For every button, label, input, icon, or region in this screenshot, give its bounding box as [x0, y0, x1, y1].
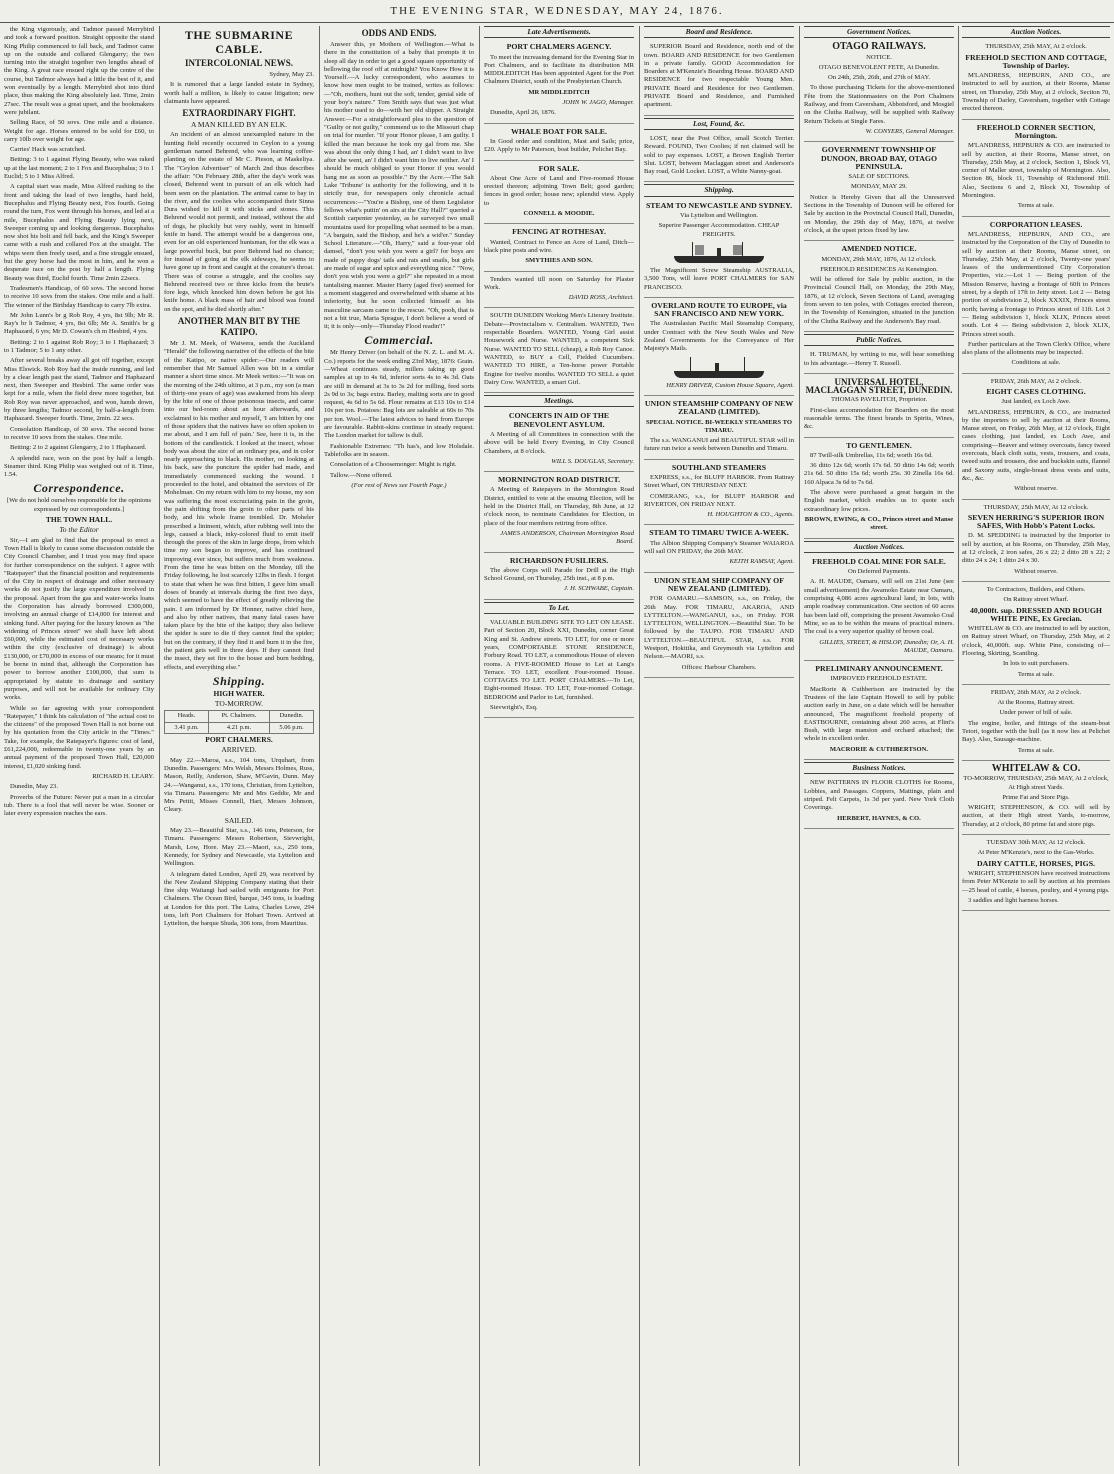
- schwabe-signature: J. H. SCHWABE, Captain.: [563, 585, 634, 593]
- dating-note: Consolation of a Choosemonger: Might is right.: [330, 461, 457, 469]
- dairy-ad: [962, 837, 1110, 911]
- steamboat-ad: [962, 687, 1110, 761]
- tenders-text: Tenders wanted till noon on Saturday for Plaster Work.: [484, 275, 634, 291]
- betting: Betting: 3 to 1 against Flying Beauty, who was raked up at the last moment; 2 to 1 Fox and Bucephalus; 3 to 1 Euclid; 5 to 1 Miss Alfred.: [4, 156, 154, 181]
- truman-text: H. TRUMAN, by writing to me, will hear something to his advantage.—Henry T. Russell.: [804, 351, 954, 367]
- concerts-ad: [484, 410, 634, 472]
- tallow-note: Tallow.—None offered.: [330, 471, 393, 479]
- column-rule-1: [159, 26, 160, 1466]
- shipping-ads-heading: Shipping.: [644, 184, 794, 196]
- to-let-footer: Sievwright's, Esq.: [490, 704, 538, 711]
- tide-time-heads: 3.41 p.m.: [165, 722, 209, 733]
- betting-2: Betting: 2 to 1 against Rob Roy; 3 to 1 Haphazard; 3 to 1 Tadmor; 5 to 1 any other.: [4, 338, 154, 354]
- meetings-heading: Meetings.: [484, 395, 634, 407]
- ship-sail-2: [733, 245, 742, 255]
- port-agency-title: PORT CHALMERS AGENCY.: [506, 42, 612, 52]
- terms-2: Terms at sale.: [1017, 670, 1055, 678]
- overland-title: OVERLAND ROUTE TO EUROPE, via SAN FRANCISCO AND NEW YORK.: [651, 300, 787, 319]
- odds-ends-text: Answer this, ye Mothers of Wellington.—What is there in the constitution of a baby that prompts it to sleep all day in order to get a good square opportunity of bellowing the roof off at midnight? You Know How it is Yourself.—A lucky correspondent, who assumes to know how men ought to be trained, writes as follows:—"Oh, mothers, hunt out the soft, tender, genial side of your boy's nature." Tom Smith says that was just what his mother used to do—with her old slipper. A Straight Answer.—For a straightforward plea to the question of "Guilty or not guilty," commend us to the Missouri chap on trial for murder. "If your Honor please, I am guilty. I killed the man because he took my gal from me. She was about the only thing I had, an' I didn't want to live after she went, an' I didn't want him to live neither. An' I should be much obliged to your Honor if you would hang me as soon as possible." By the Acre.—The Salt Lake 'Tribune' is authority for the following, and it is strictly true, for newspapers only chronicle actual occurrences:—"You're a Bishop, one of them Legislator fellows what's puttin' on airs at the City Hall?" queried a Scottish carpenter yesterday, as he surveyed two small mountains used for propelling what seemed to be a man. "A bargain, said the Bishop, and he's a wid'er." Sunday School Literature.—"Oh, Harry," said a four-year old damsel, "don't you wish you were a girl? for boys are made of puppy dogs' tails and rats and snails, but girls are made of sugar and spice and everything nice." "Now, don't you wish you were a girl?" she repeated in a most tantalising manner. Master Harry (aged five) seemed for a moment staggered and overwhelmed with shame at his inferiority, but he soon collected himself as his masculine sarcasm came to the rescue. "Oh, pooh, that is not a bit true, Maria Sprague, I don't believe a word of it; it is only—only—Thursday Flood readin'!": [324, 41, 474, 331]
- further: Further particulars at the Town Clerk's Office, where also plans of the allotments may be inspected.: [962, 340, 1110, 357]
- whitelaw-text: WHITELAW & CO. are instructed to sell by auction, on Rattray street Wharf, on Thursday, 25th May, at 2 o'clock, 40,000ft. sup. White Pine, consisting of—Flooring, Skirting, Scantling.: [962, 625, 1110, 657]
- mail-ship-mast-1: [690, 357, 691, 371]
- sale-sections: SALE OF SECTIONS.: [848, 173, 910, 181]
- just-landed: Just landed, ex Loch Awe.: [1001, 398, 1071, 406]
- wanganui-text: The s.s. WANGANUI and BEAUTIFUL STAR will in future run twice a week between Dunedin and Timaru.: [644, 437, 794, 453]
- lost-text: LOST, near the Post Office, small Scotch Terrier. Reward. FOUND, Two Coolies; if not claimed will be sold to pay expenses. LOST, a Brown English Terrier Slut. LOST, between Maclaggan street and Anderson's Bay road, Gold Locket. LOST, a White Nanny-goat.: [644, 134, 794, 176]
- landress-text: M'LANDRESS, HEPBURN, AND CO., are instructed to sell by auction, at their Rooms, Manse street, on Thursday, 25th May, at 2 o'clock, Section 70, Township of Darley, Caversham, together with Cottage erected thereon.: [962, 72, 1110, 113]
- fight-text: An incident of an almost unexampled nature in the hunting field recently occurred in Ceylon to a young gentleman named Behrend, who was learning coffee-planting on the estate of Mr C. Pieson, at Maskeliya. The "Ceylon Advertiser" of March 2nd thus describes the affair: "On February 28th, after the day's work was closed, Behrend went in pursuit of an elk which had been seen on the plantation. The animal came to bay in the river, and the coolies who accompanied their Sinna Dura wished to kill it with sticks and stones. This Behrend would not permit, and instead, without the aid of dogs, he pluckily but very rashly, went in himself knife in hand. The attempt would be a dangerous one, even for an old experienced huntsman, for the elk was a large powerful buck, but poor Behrend had no chance; for instead of going at the elk sideways, he seems to have gone up in front and caught at the creature's throat. There was of course a struggle, and the coolies say Behrend received two or three kicks from the brute's fore legs, which knocked him down before he got his knife home. A black mass of hair and blood was found on the spot, and he died shortly after.": [164, 131, 314, 313]
- arrived-label: ARRIVED.: [221, 745, 257, 755]
- tuesday-30: TUESDAY 30th MAY, At 12 o'clock.: [986, 839, 1086, 847]
- for-sale-title: FOR SALE.: [538, 163, 580, 173]
- gentlemen-ad: [804, 440, 954, 539]
- column-5: [644, 26, 794, 1466]
- steamship-icon: [674, 241, 764, 265]
- tide-table: [164, 710, 314, 734]
- tide-time-dunedin: 5.06 p.m.: [269, 722, 313, 733]
- pigs-ad: [962, 763, 1110, 835]
- hotel-ad: [804, 376, 954, 438]
- mail-ship-hull: [674, 371, 764, 378]
- tenders-ad: [484, 274, 634, 309]
- odds-ends-heading: ODDS AND ENDS.: [361, 28, 437, 38]
- union2-text: FOR OAMARU.—SAMSON, s.s., on Friday, the 26th May. FOR TIMARU, AKAROA, AND LYTTELTON.—WANGANUI, s.s., on Friday. FOR LYTTELTON, WELLINGTON.—Beautiful Star. To be followed by the TAUPO. FOR TIMARU AND LYTTELTON.—BEAUTIFUL STAR, s.s. FOR Westport, Hokitika, and Greymouth via Lyttelton and Nelson.—MAORI, s.s.: [644, 595, 794, 661]
- amended-title: AMENDED NOTICE.: [841, 244, 917, 254]
- to-let-text: VALUABLE BUILDING SITE TO LET ON LEASE. Part of Section 20, Block XXI, Dunedin, corner Great King and St. Andrew streets. TO LET, for one or more years, COMFORTABLE STONE RESIDENCE, Forbury Road. TO LET, a commodious House of eleven rooms. A FIVE-ROOMED House to Let at Lang's Terrace. TO LET, excellent Four-roomed House. COTTAGES TO LET. PORT CHALMERS.—To Let, Eight-roomed House. TO LET, Four-roomed Cottage. BEDROOM and Parlor to Let, furnished.: [484, 619, 634, 701]
- tide-header-port-chalmers: Pt. Chalmers.: [209, 711, 270, 722]
- eastbourne-ad: [804, 663, 954, 760]
- dunoon-text: Notice is Hereby Given that all the Unreserved Sections in the Township of Dunoon will be offered for Sale by auction in the Provincial Council Hall, Dunedin, on Monday, the 29th day of May, 1876, at twelve o'clock, at the upset prices fixed by law.: [804, 193, 954, 234]
- submarine-cable-heading: THE SUBMARINE CABLE.: [184, 28, 294, 56]
- port-agency-text: To meet the increasing demand for the Evening Star in Port Chalmers, and to facilitate its distribution MR MIDDLEDITCH Has been appointed Agent for the Port Chalmers District, south of the Presbyterian Church.: [484, 53, 634, 86]
- darley-title: FREEHOLD SECTION AND COTTAGE, Township of Darley.: [965, 52, 1107, 70]
- commercial-heading: Commercial.: [364, 333, 434, 348]
- newcastle-sub: Via Lyttelton and Wellington.: [679, 212, 759, 220]
- fourth-page-note: (For rest of News see Fourth Page.): [351, 481, 447, 489]
- intercolonial-heading: INTERCOLONIAL NEWS.: [184, 58, 294, 68]
- town-hall-text: Sir,—I am glad to find that the proposal to erect a Town Hall is likely to cause some discussion outside the City Council Chamber, and I trust you may find space for further correspondence on the subject. I agree with "Ratepayer" that the financial position and requirements of the City in respect of drainage and other necessary works do not justify the large expenditure involved in the proposal. Apart from the gas and water-works loans the Corporation has already borrowed £300,000, involving an annual charge of £14,000 for interest and sinking fund. After paying for the luxury known as "the widening of Princes street" we shall have left about £60,000, while the estimated cost of necessary works within the city (exclusive of drainage) is about £130,000, or £70,000 in excess of our means; for it must be borne in mind that, although the Corporation has power to borrow another £100,000, that sum is appropriated by statute to drainage and sanitary purposes, and will not be available for ordinary City works.: [4, 536, 154, 702]
- column-6: [804, 26, 954, 1466]
- freehold-text: Will be offered for Sale by public auction, in the Provincial Council Hall, on Monday, the 29th May, 1876, at 12 o'clock, Seven Sections of Land, averaging from seven to ten poles, with Cottages erected thereon, in the Township of Kensington, situated in the junction of the Clutha Railway and the Anderson's Bay road.: [804, 276, 954, 325]
- fete-text: To those purchasing Tickets for the above-mentioned Fête from the Stationmasters on the Port Chalmers Railway, and from Caversham, Abbotsford, and Mosgiel on the Clutha Railway, will be supplied with Railway Return Tickets at Single Fares.: [804, 84, 954, 125]
- waiaroa-text: The Albion Shipping Company's Steamer WAIAROA will sail ON FRIDAY, the 26th MAY.: [644, 539, 794, 556]
- wanted-text: SOUTH DUNEDIN Working Men's Literary Institute. Debate—Provincialism v. Centralism. WANTED, Two respectable Boarders. WANTED, Young Girl assist Housework and Nurse. WANTED, a competent Sick Nurse. WANTED TO SELL (cheap), a Rob Roy Canoe. WANTED, to BUY a Cell, Fielded Cucumbers. WANTED TO HIRE, a Ten-horse power Portable Engine for twelve months. WANTED TO SELL a quiet Dairy Cow. WANTED, a smart Girl.: [484, 312, 634, 386]
- connell-moodie: CONNELL & MOODIE.: [523, 210, 595, 218]
- notice-label: NOTICE.: [866, 53, 892, 61]
- smythies: SMYTHIES AND SON.: [525, 257, 593, 265]
- comerang-text: COMERANG, s.s., for BLUFF HARBOR and RIVERTON, ON FRIDAY NEXT.: [644, 492, 794, 508]
- contractors: To Contractors, Builders, and Others.: [986, 585, 1086, 593]
- deferred: On Deferred Payments.: [847, 568, 911, 576]
- overland-ad: [644, 300, 794, 396]
- government-heading: Government Notices.: [804, 26, 954, 38]
- otago-railways-ad: [804, 41, 954, 142]
- katipo-heading: ANOTHER MAN BIT BY THE KATIPO.: [177, 316, 301, 338]
- port-agency-date: Dunedin, April 26, 1876.: [490, 109, 556, 117]
- tide-header-row: [165, 711, 314, 722]
- thursday-25: THURSDAY, 25th MAY, At 2 o'clock.: [985, 43, 1087, 51]
- ship-mast-1: [692, 242, 693, 256]
- floor-cloths-ad: [804, 777, 954, 828]
- fete-dates: On 24th, 25th, 26th, and 27th of MAY.: [827, 74, 931, 82]
- column-rule-4: [639, 26, 640, 1466]
- for-sale-ad: [484, 163, 634, 225]
- friday-26b: FRIDAY, 26th MAY, At 2 o'clock.: [990, 688, 1082, 696]
- conditions: Conditions at sale.: [1011, 359, 1061, 367]
- column-1: [4, 26, 154, 1466]
- conyers: W. CONYERS, General Manager.: [865, 127, 954, 135]
- column-3: [324, 26, 474, 1466]
- david-ross: DAVID ROSS, Architect.: [568, 294, 634, 302]
- masthead: THE EVENING STAR, WEDNESDAY, MAY 24, 1876.: [0, 0, 1114, 23]
- wanted-ads: [484, 310, 634, 393]
- herbert-haynes: HERBERT, HAYNES, & CO.: [837, 814, 921, 822]
- union2-ad: [644, 575, 794, 678]
- fusiliers-text: The above Corps will Parade for Drill at the High School Ground, on Thursday, 25th inst., at 8 p.m.: [484, 566, 634, 583]
- town-hall-text-2: While so far agreeing with your correspondent "Ratepayer," I think his calculation of "the actual cost to the citizens" of the proposed Town Hall is not borne out by his quotation from the City article in the "Times." Take, for example, the Ratepayer's figures: cost of land, £61,224,000, redeemable in twenty-one years by an annual payment of the proposed Town Hall, £20,000 interest, £1,020 sinking fund.: [4, 704, 154, 770]
- macrorie: MACRORIE & CUTHBERTSON.: [829, 745, 929, 753]
- ship-funnel: [717, 248, 721, 256]
- carries-note: Carries' Hack was scratched.: [10, 146, 86, 154]
- after-several: After several breaks away all got off together, except Miss Elswick. Rob Roy had the inside running, and led by a clear length past the stand, Tadmor and Haphazard next, then Sweeper and Hesbird. The same order was kept for a mile, when the field drew more together, but Rob Roy was never approached, and won, hands down, by three lengths; Tadmor second, by half-a-length from Haphazard. Sweeper fourth. Time, 2min. 22 secs.: [4, 357, 154, 423]
- fencing-text: Wanted, Contract to Fence an Acre of Land, Ditch—black pine posts and wire.: [484, 238, 634, 254]
- to-editor: To the Editor: [59, 525, 99, 535]
- union-title: UNION STEAMSHIP COMPANY OF NEW ZEALAND (LIMITED).: [644, 398, 794, 417]
- correspondence-heading: Correspondence.: [33, 481, 125, 496]
- brown-ewing: BROWN, EWING, & CO., Princes street and Manse street.: [804, 515, 954, 532]
- newcastle-title: STEAM TO NEWCASTLE AND SYDNEY.: [645, 200, 793, 210]
- anderson-signature: JAMES ANDERSON, Chairman Mornington Road Board.: [500, 529, 634, 546]
- bargain-text: The above were purchased a great bargain in the English market, which enables us to quote such extraordinary low prices.: [804, 489, 954, 513]
- board-heading: Board and Residence.: [644, 26, 794, 38]
- southland-ad: [644, 462, 794, 526]
- corp-text: M'LANDRESS, HEPBURN, AND CO., are instructed by the Corporation of the City of Dunedin to sell by auction at their Rooms, Manse street, on Thursday, 25th May, at 2 o'clock, Twenty-one years' leases of the undermentioned City Corporation Properties, viz.:—Lot 1 — Being portion of the Mission Reserve, having a frontage of 60ft to Princes street, by a depth of 17ft to Jetty street. Lot 2 — Being portion of subdivision 2, block XXXIX, Princes street north; having a frontage to Princes street of 11ft. Lot 3 — Being subdivision 1, block XLIX, Princes street south. Lot 4 — Being subdivision 2, block XLIX, Princes street south.: [962, 230, 1110, 338]
- ship-sail-1: [695, 245, 704, 255]
- spedding-text: D. M. SPEDDING is instructed by the Importer to sell by auction, at his Rooms, on Thursday, 25th May, at 12 o'clock, 2 iron safes, 26 x 22; 2 ditto 28 x 22; 2 ditto 24 x 24; 1 ditto 24 x 30.: [962, 532, 1110, 565]
- timber-ad: [962, 584, 1110, 685]
- mail-ship-mast-2: [744, 357, 745, 371]
- concerts-text: A Meeting of all Committees in connection with the above will be held Every Evening, in City Council Chambers, at 8 o'clock.: [484, 430, 634, 455]
- without-reserve-2: Without reserve.: [1014, 567, 1058, 575]
- ship-hull: [674, 256, 764, 263]
- mornington-text: A Meeting of Ratepayers in the Mornington Road District, entitled to vote at the ensuing Election, will be held in the District Hall, on Thursday, 8th June, at 12 o'clock noon, to nominate Candidates for Election, in place of the four members retiring from office.: [484, 486, 634, 527]
- improved-title: IMPROVED FREEHOLD ESTATE.: [830, 675, 928, 683]
- mail-steamship-icon: [674, 356, 764, 380]
- wright2-text: WRIGHT, STEPHENSON have received instructions from Peter M'Kenzie to sell by auction at his premises—25 head of cattle, 4 horses, poultry, and 4 young pigs.: [962, 869, 1110, 894]
- selling-race: Selling Race, of 50 sovs. One mile and a distance. Weight for age. Horses entered to be sold for £60, to carry 10lb over weight for age.: [4, 119, 154, 143]
- fight-heading: EXTRAORDINARY FIGHT.: [182, 108, 296, 119]
- umbrellas: 87 Twill-silk Umbrellas, 11s 6d; worth 16s 6d.: [810, 451, 933, 459]
- shipping-news: A telegram dated London, April 29, was received by the New Zealand Shipping Company stating that their fine ship Waitangi had sailed with emigrants for Port Chalmers. The Ocean Bird, barque, 345 tons, is loading at London for this port. The Laira, Charles Lowe, 294 tons, left Port Chalmers for Hobart Town. Arrived at Lyttelton, the barque Shuda, 306 tons, from Mauritius.: [164, 870, 314, 928]
- for-sale-text: About One Acre of Land and Five-roomed House erected thereon; adjoining Town Belt; good garden; fences in good order; house new; splendid view. Apply to: [484, 174, 634, 207]
- fete-title: OTAGO BENEVOLENT FETE, At Dunedin.: [818, 63, 940, 71]
- whale-boat-text: In Good order and condition, Mast and Sails; price, £20. Apply to Mr Paterson, boat builder, Pelichet Bay.: [484, 137, 634, 154]
- prelim-title: PRELIMINARY ANNOUNCEMENT.: [815, 664, 943, 674]
- dunoon-title: GOVERNMENT TOWNSHIP OF DUNOON, BROAD BAY, OTAGO PENINSULA.: [820, 145, 938, 171]
- to-let-heading: To Let.: [484, 602, 634, 614]
- tide-time-port-chalmers: 4.21 p.m.: [209, 722, 270, 733]
- agent-name: MR MIDDLEDITCH: [528, 88, 590, 96]
- sydney-text: It is rumored that a large landed estate in Sydney, worth half a million, is likely to cause litigation; new claimants have appeared.: [164, 81, 314, 105]
- union-ad: [644, 398, 794, 460]
- rattray-rooms: At the Rooms, Rattray street.: [997, 699, 1075, 707]
- lost-heading: Lost, Found, &c.: [644, 118, 794, 130]
- port-agency-ad: [484, 41, 634, 123]
- column-rule-5: [799, 26, 800, 1466]
- public-heading: Public Notices.: [804, 334, 954, 346]
- overland-text: The Australasian Pacific Mail Steamship Company, under Contract with the New South Wales and New Zealand Governments for the Conveyance of Her Majesty's Mails.: [644, 320, 794, 353]
- town-hall-heading: THE TOWN HALL.: [45, 515, 113, 525]
- letter-signature: RICHARD H. LEARY.: [92, 772, 154, 780]
- mornington-section-text: M'LANDRESS, HEPBURN & CO. are instructed to sell by auction, at their Rooms, Manse street, on Thursday, 25th May, at 2 o'clock, Section 1, Block VI, corner of Maller street, township of Mornington. Also, Section 86, block 11, Township of Richmond Hill. Also, Sections 6 and 2, Block XI, Township of Mornington.: [962, 142, 1110, 200]
- amended-ad: [804, 243, 954, 332]
- sailings: May 23.—Beautiful Star, s.s., 146 tons, Peterson, for Timaru. Passengers: Messrs Robertson, Sievwright, Marsh, Low, Hore. May 23.—Maori, s.s., 250 tons, Kennedy, for Sydney and Newcastle, via Lyttelton and Wellington.: [164, 827, 314, 868]
- board-text: SUPERIOR Board and Residence, north end of the town. BOARD AND RESIDENCE for two Gentlemen in a private family. GOOD Accommodation for Boarders at M'Kenzie's Boarding House. BOARD AND RESIDENCE for two respectable Young Men. PRIVATE Board and Residence for two Gentlemen. PRIVATE Board and Residence, and Furnished apartment.: [644, 43, 794, 109]
- wright-text: WRIGHT, STEPHENSON, & CO. will sell by auction, at their High street Yards, to-morrow, Thursday, at 2 o'clock, 80 prime fat and store pigs.: [962, 804, 1110, 828]
- hotel-text: First-class accommodation for Boarders on the most reasonable terms. The finest brands in Spirits, Wines, &c.: [804, 406, 954, 431]
- column-4: [484, 26, 634, 1466]
- thursday-25b: THURSDAY, 25th MAY, At 12 o'clock.: [983, 503, 1089, 511]
- board-ads: [644, 41, 794, 115]
- freehold-res: FREEHOLD RESIDENCES At Kensington.: [820, 265, 938, 273]
- fencing-ad: [484, 226, 634, 271]
- consolation-handicap: Consolation Handicap, of 30 sovs. The second horse to receive 10 sovs from the stakes. One mile.: [4, 425, 154, 441]
- column-rule-3: [479, 26, 480, 1466]
- corporation-ad: [962, 219, 1110, 374]
- monday-may: MONDAY, MAY 29.: [851, 183, 907, 191]
- business-heading: Business Notices.: [804, 762, 954, 774]
- newcastle-ad: [644, 200, 794, 298]
- cheap-freights: Superior Passenger Accommodation. CHEAP FREIGHTS.: [658, 222, 780, 238]
- houghton: H. HOUGHTON & CO., Agents.: [707, 511, 794, 519]
- truman-ad: [804, 349, 954, 374]
- safes-title: SEVEN HERRING'S SUPERIOR IRON SAFES, With Hobb's Patent Locks.: [967, 512, 1105, 531]
- katipo-text: Mr J. M. Meek, of Waiwera, sends the Auckland "Herald" the following narrative of the effects of the bite of the Katipo, or native spider:—Our readers will remember that Mr Samuel Allen was bit in a similar manner a short time since. Mr Meek writes:—"It was on the morning of the 24th ultimo, at 3 p.m., my son (a man of thirty-one years of age) was awakened from his sleep by the bite of one of those poisonous insects, and came into our bed-room about an hour afterwards, and exclaimed to his mother and myself, 'I am bitten by one of those spiders that the natives have so often spoken to me about, and I am full of pain.' See, here it is, in the bottom of the candlestick. I looked at the insect, whose body was about the size of an ordinary pea, and in color nearly approaching to black. His mother, on looking at his back, saw the puncture the spider had made, and immediately commenced sucking the wound. I proceeded to the hotel, and obtained the services of Dr Mohelman. On my return with him to my house, my son was suffering the most excruciating pain in the groin, the pain shifting from the groin to other parts of his body, and his whole frame trembled. Dr. Moheler prescribed a liniment, which, after rubbing well into the legs, caused a black, inky-colored fluid to emit itself through the pores of the skin in large drops, from which time my son began to improve, and has continued improving ever since, but suffers much from weakness. From the time he was bitten on the Monday, till the Friday following, he lost scarcely 12lbs in flesh. I forgot to state that when he was first bitten, I gave him small doses of brandy at intervals during the first two days, which seemed to have the effect of greatly relieving the pain. I am informed by Dr Honner, native chief here, and also by other natives, that many fatal cases have taken place by the bite of the katipo; they also believe the spider is sure to die if they cannot find the spider; but on the contrary, if they find it and burn it in the fire, the patient gets well in three days. If they cannot find the insect, they set fire to the house and burn bedding, effects, and everything else.": [164, 340, 314, 671]
- mornington-section-title: FREEHOLD CORNER SECTION, Mornington.: [976, 122, 1096, 140]
- otago-railways-title: OTAGO RAILWAYS.: [832, 41, 926, 53]
- safes-ad: [962, 502, 1110, 582]
- high-water: HIGH WATER.: [213, 688, 265, 698]
- terms-3: Terms at sale.: [1017, 746, 1055, 754]
- amended-date: MONDAY, 29th MAY, 1876, At 12 o'clock.: [821, 255, 937, 263]
- australia-ship: The Magnificent Screw Steamship AUSTRALIA, 3,500 Tons, will leave PORT CHALMERS for SAN FRANCISCO.: [644, 266, 794, 291]
- column-rule-2: [319, 26, 320, 1466]
- special-notice: SPECIAL NOTICE. BI-WEEKLY STEAMERS TO TIMARU.: [645, 418, 793, 434]
- gillies: GILLIES, STREET, & HISLOP, Dunedin; Or, A. H. MAUDE, Oamaru.: [819, 638, 954, 654]
- tide-times-row: [165, 722, 314, 733]
- column-rule-6: [958, 26, 959, 1466]
- hotel-title: UNIVERSAL HOTEL, MACLAGGAN STREET, DUNEDIN.: [805, 376, 953, 396]
- whale-boat-title: WHALE BOAT FOR SALE.: [511, 126, 607, 136]
- dairy-title: DAIRY CATTLE, HORSES, PIGS.: [976, 858, 1095, 868]
- sausage-text: The engine, boiler, and fittings of the steam-boat Tetori, together with the hull (as it now lies at Pelichet Bay). Also, Sausage-machine.: [962, 719, 1110, 744]
- henry-driver: HENRY DRIVER, Custom House Square, Agent.: [666, 381, 794, 389]
- fashion-note: Fashionable Extremes: "Th has's, and low Holsdale. Tablefolks are in season.: [324, 442, 474, 458]
- tradesmans-handicap: Tradesmen's Handicap, of 60 sovs. The second horse to receive 10 sovs from the stakes. One mile and a half. The winner of the Birthday Handicap to carry 7lb extra.: [4, 284, 154, 309]
- eight-cases: EIGHT CASES CLOTHING.: [986, 386, 1086, 396]
- union2-title: UNION STEAM SHIP COMPANY OF NEW ZEALAND (LIMITED).: [654, 575, 784, 593]
- column-7: [962, 26, 1110, 1466]
- coal-mine-ad: [804, 556, 954, 661]
- tomorrow-label: TO-MORROW.: [214, 699, 264, 709]
- clothing-ad: [962, 376, 1110, 500]
- under-power: Under power of bill of sale.: [999, 709, 1073, 717]
- douglas-signature: WILL S. DOUGLAS, Secretary.: [551, 457, 634, 465]
- express-text: EXPRESS, s.s., for BLUFF HARBOR. From Rattray Street Wharf, ON THURSDAY NEXT.: [644, 473, 794, 490]
- tradesmans-result: Mr John Lunn's br g Rob Roy, 4 yrs, 8st 9lb; Mr R. Ray's br h Tadmor, 4 yrs, 8st 6lb; Mr A. Smith's br g Haphazard, 6 yrs; Mr D. Cowan's ch m Hesbird, 4 yrs.: [4, 311, 154, 336]
- gas-works: At Peter M'Kenzie's, next to the Gas-Works.: [977, 849, 1095, 857]
- fight-subheading: A MAN KILLED BY AN ELK.: [191, 120, 287, 130]
- concerts-title: CONCERTS IN AID OF THE BENEVOLENT ASYLUM.: [508, 411, 610, 429]
- without-reserve: Without reserve.: [1014, 485, 1058, 493]
- saddles: 3 saddles and light harness horses.: [968, 896, 1059, 904]
- rattray: On Rattray street Wharf.: [1003, 596, 1069, 604]
- port-agency-signed: JOHN W. JAGO, Manager.: [562, 99, 634, 107]
- race-desc: A capital start was made, Miss Alfred rushing to the front and taking the lead of two lengths, hard held, Bucephalus and Flying Beauty next, Fox fourth. Going round the turn, Fox went through his horses, and led at a mile, Bucephalus and Flying Beauty lying next, Sweeper coming up and looking dangerous. Bucephalus now shot his bolt and fell back, and the King's Sweeper came with a rush and collared Fox at the straight. The whips were then freely used, and a fine struggle ensued, but the grey horse had the most in him, and he won a desperate race on the post by half a length. Flying Beauty was third, Euclid fourth. Time 2min 22secs.: [4, 183, 154, 282]
- port-chalmers-heading: PORT CHALMERS.: [205, 735, 273, 745]
- betting-3: Betting: 2 to 2 against Glengarry, 2 to 1 Haphazard.: [10, 444, 147, 452]
- friday-26: FRIDAY, 26th MAY, At 2 o'clock.: [990, 377, 1082, 385]
- macrorie-text: MacRorie & Cuthbertson are instructed by the Trustees of the late Captain Howell to sell by public auction early in June, on a date which will be hereafter announced, The magnificent freehold property of EASTBOURNE, containing about 260 acres, at Flint's Bush, with large mansion and orchard attached; the whole in excellent order.: [804, 685, 954, 743]
- commercial-text: Mr Henry Driver (on behalf of the N. Z. L. and M. A. Co.) reports for the week ending 23rd May, 1876: Grain.—Wheat continues steady, millers taking up good samples at up to 4s 6d, inferior sorts 4s to 4s 3d. Oats are still in demand at 3s to 3s 2d for milling, feed sorts 2s 9d to 3s; bags extra. Barley, malting sorts are in good request, 4s 6d to 5s 6d. Flour remains at £13 10s to £14 10s per ton. Potatoes: Bag lots are saleable at 60s to 70s per ton. Wool.—The latest advices to hand from Europe are favourable. Rabbit-skins continue in steady request. The London market for tallow is dull.: [324, 349, 474, 440]
- whale-boat-ad: [484, 126, 634, 161]
- mornington-ad: [484, 474, 634, 552]
- to-let-ads: [484, 617, 634, 718]
- keith-ramsay: KEITH RAMSAY, Agent.: [729, 558, 794, 566]
- floor-cloths-text: NEW PATTERNS IN FLOOR CLOTHS for Rooms, Lobbies, and Passages. Coppers, Mattings, plain and striped. Felt Carpets, 1s 3d per yard. New York Cloth Coverings.: [804, 779, 954, 812]
- late-ads-heading: Late Advertisements.: [484, 26, 634, 38]
- correspondence-note: [We do not hold ourselves responsible for the opinions expressed by our correspondents.]: [6, 497, 152, 513]
- auction-heading-7: Auction Notices.: [962, 26, 1110, 38]
- lost-ads: [644, 133, 794, 182]
- coal-mine-title: FREEHOLD COAL MINE FOR SALE.: [812, 556, 946, 566]
- tomorrow-yards: TO-MORROW, THURSDAY, 25th MAY, At 2 o'clock, At High street Yards.: [963, 775, 1109, 791]
- timaru-title: STEAM TO TIMARU TWICE A-WEEK.: [649, 528, 789, 538]
- column-2: [164, 26, 314, 1466]
- timber-title: 40,000ft. sup. DRESSED AND ROUGH WHITE PINE, Ex Grecian.: [970, 605, 1102, 623]
- fusiliers-title: RICHARDSON FUSILIERS.: [509, 555, 609, 565]
- dunoon-ad: [804, 144, 954, 241]
- timaru-ad: [644, 527, 794, 572]
- proverbs: Proverbs of the Future: Never put a man in a circular tub. There is a fool that will never be wise. Sooner or later every expression reaches the ears.: [4, 793, 154, 818]
- mornington-title: MORNINGTON ROAD DISTRICT.: [497, 475, 621, 485]
- tide-header-dunedin: Dunedin.: [269, 711, 313, 722]
- fencing-title: FENCING AT ROTHESAY.: [512, 227, 606, 237]
- sailed-label: SAILED.: [224, 815, 254, 825]
- pavelitch: THOMAS PAVELITCH, Proprietor.: [831, 396, 927, 404]
- tide-header-heads: Heads.: [165, 711, 209, 722]
- mornington-section-ad: [962, 122, 1110, 217]
- gentlemen-title: TO GENTLEMEN.: [846, 440, 912, 450]
- darley-ad: [962, 41, 1110, 119]
- whitelaw-co: WHITELAW & CO.: [991, 762, 1081, 774]
- offices: Offices: Harbour Chambers.: [681, 663, 757, 671]
- race-text: the King vigorously, and Tadmor passed Merrybird and took a forward position. Straight opposite the stand King Philip commenced to fall back, and Tadmor came up on the outside and collared Glengarry; the two turning into the straight together two lengths ahead of the King. A great race ensued right up the centre of the course, but Tadmor always had a little the best of it, and won eventually by a length. Merrybird shot into third place, thus making the King absolutely last. Time, 2min 27sec. The result was a great upset, and the bookmakers were jubilant.: [4, 26, 154, 116]
- arrivals: May 22.—Maroa, s.s., 104 tons, Urquhart, from Dunedin. Passengers: Mrs Welsh, Messrs Holmes, Russ, Mason, Reilly, Anderson, Shaw, M'Gavin, Dunn. May 24.—Wanganui, s.s., 170 tons, Christian, from Lyttelton, via Timaru. Passengers: Mr and Mrs Geddie, Mr and Mrs Pettit, Misses Connell, Hart, Messrs Johnson, Cleary.: [164, 756, 314, 814]
- shipping-heading: Shipping.: [212, 673, 266, 688]
- prime-fat: Prime Fat and Store Pigs.: [1002, 793, 1070, 801]
- sydney-dateline: Sydney, May 23.: [269, 71, 314, 78]
- mail-ship-funnel: [715, 363, 719, 371]
- terms-1: Terms at sale.: [1017, 202, 1055, 210]
- landress3-text: M'LANDRESS, HEPBURN, & CO., are instructed by the importers to sell by auction at their Rooms, Manse street, on Friday, 26th May, at 12 o'clock, Eight cases clothing, just landed, ex Loch Awe, and comprising—Beaver and witney overcoats, fancy tweed overcoats, black cloth suits, vests, trousers, and coats, tweed suits and trousers, doe and buckskin suits, flannel and Saxony suits, single-breast dress vests and suits, &c., &c.: [962, 408, 1110, 482]
- letter-place-date: Dunedin, May 23.: [10, 783, 58, 791]
- southland-title: SOUTHLAND STEAMERS: [671, 462, 767, 472]
- umbrellas-list: 36 ditto 12s 6d; worth 17s 6d. 50 ditto 14s 6d; worth 21s 6d. 50 ditto 15s 6d; worth 25s. 30 Zinella 16s 6d. 160 Alpaca 3s 6d to 7s 6d.: [804, 462, 954, 486]
- fusiliers-ad: [484, 555, 634, 600]
- corp-title: CORPORATION LEASES.: [989, 219, 1083, 229]
- auction-heading-6: Auction Notices.: [804, 541, 954, 553]
- lots-suit: In lots to suit purchasers.: [1002, 660, 1070, 668]
- splendid-race: A splendid race, won on the post by half a length. Steamer third. King Philip was weighed out of it. Time, 1.54.: [4, 454, 154, 479]
- coal-text: A. H. MAUDE, Oamaru, will sell on 21st June (see small advertisement) the Awamoko Estate near Oamaru, comprising 4,086 acres agricultural land, in lots, with ample roadway communication. One section of 60 acres has been laid off, comprising the present Awamoko Coal Mine, so as to be within the means of practical miners. The coal is a very superior quality of brown coal.: [804, 578, 954, 636]
